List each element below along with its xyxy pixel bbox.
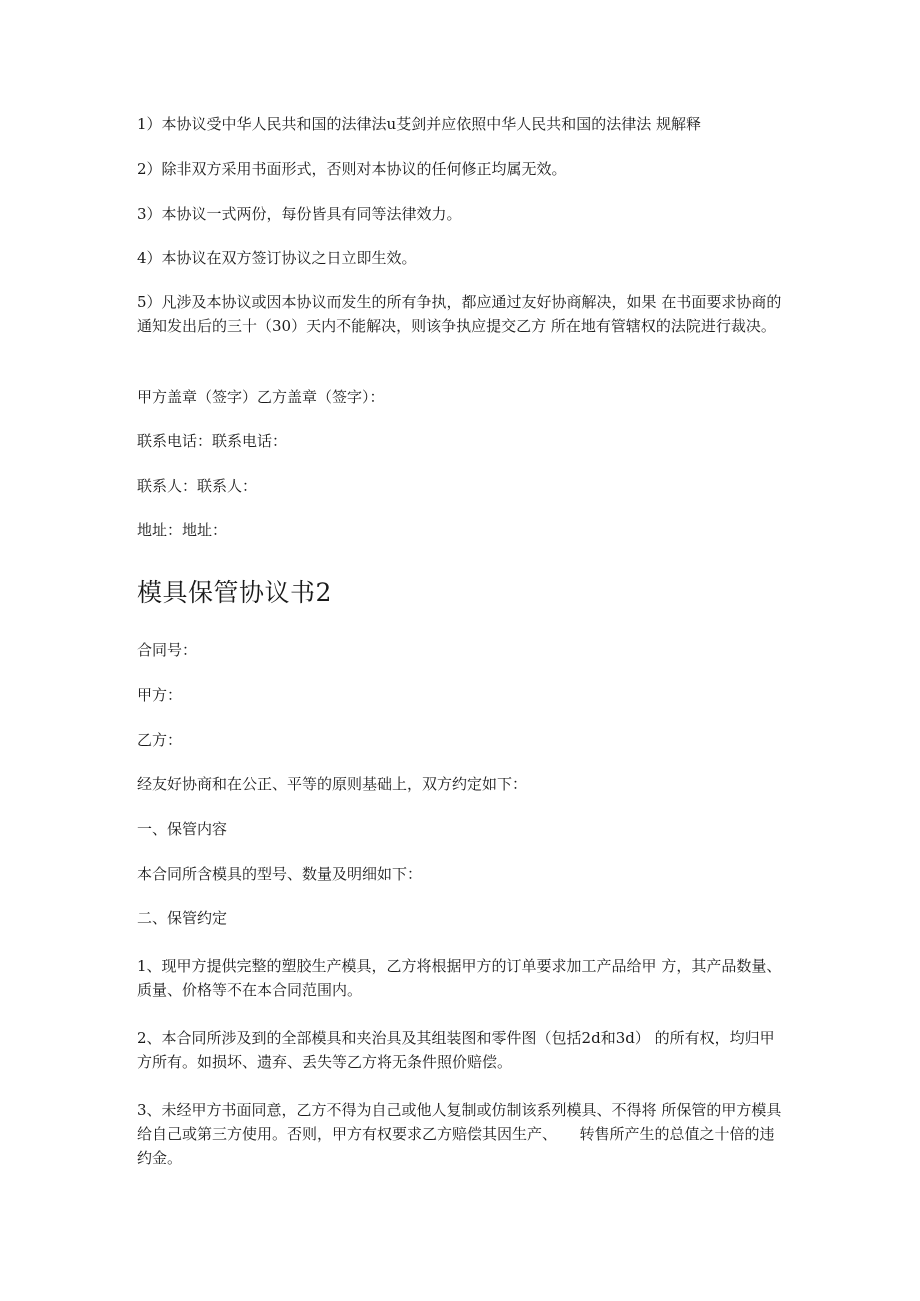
intro-text: 经友好协商和在公正、平等的原则基础上，双方约定如下： — [137, 775, 528, 793]
clause-3: 3）本协议一式两份，每份皆具有同等法律效力。 — [137, 205, 462, 223]
document-title: 模具保管协议书2 — [137, 578, 332, 607]
signature-line: 甲方盖章（签字）乙方盖章（签字）： — [137, 388, 385, 406]
party-a-field: 甲方： — [137, 686, 183, 704]
section-2-item-3: 3、未经甲方书面同意，乙方不得为自己或他人复制或仿制该系列模具、不得将 所保管的甲方模具给自己或第三方使用。否则，甲方有权要求乙方赔偿其因生产、 转售所产生的总值之十倍的违约金。 — [137, 1101, 782, 1167]
clause-5: 5）凡涉及本协议或因本协议而发生的所有争执，都应通过友好协商解决，如果 在书面要求协商的通知发出后的三十（30）天内不能解决，则该争执应提交乙方 所在地有管辖权的法院进行裁决。 — [137, 293, 782, 335]
address-line: 地址：地址： — [137, 521, 228, 539]
clause-1: 1）本协议受中华人民共和国的法律法u芟剑并应依照中华人民共和国的法律法 规解释 — [137, 115, 701, 133]
section-1-text: 本合同所含模具的型号、数量及明细如下： — [137, 865, 423, 883]
section-1-heading: 一、保管内容 — [137, 820, 228, 838]
section-2-item-1: 1、现甲方提供完整的塑胶生产模具，乙方将根据甲方的订单要求加工产品给甲 方，其产品数量、质量、价格等不在本合同范围内。 — [137, 957, 782, 999]
party-b-field: 乙方： — [137, 731, 183, 749]
phone-line: 联系电话：联系电话： — [137, 432, 288, 450]
contract-number-field: 合同号： — [137, 641, 198, 659]
section-2-heading: 二、保管约定 — [137, 909, 228, 927]
section-2-item-2: 2、本合同所涉及到的全部模具和夹治具及其组装图和零件图（包括2d和3d） 的所有权，均归甲方所有。如损坏、遗弃、丢失等乙方将无条件照价赔偿。 — [137, 1029, 775, 1071]
clause-2: 2）除非双方采用书面形式，否则对本协议的任何修正均属无效。 — [137, 160, 567, 178]
contact-line: 联系人：联系人： — [137, 477, 258, 495]
clause-4: 4）本协议在双方签订协议之日立即生效。 — [137, 249, 417, 267]
